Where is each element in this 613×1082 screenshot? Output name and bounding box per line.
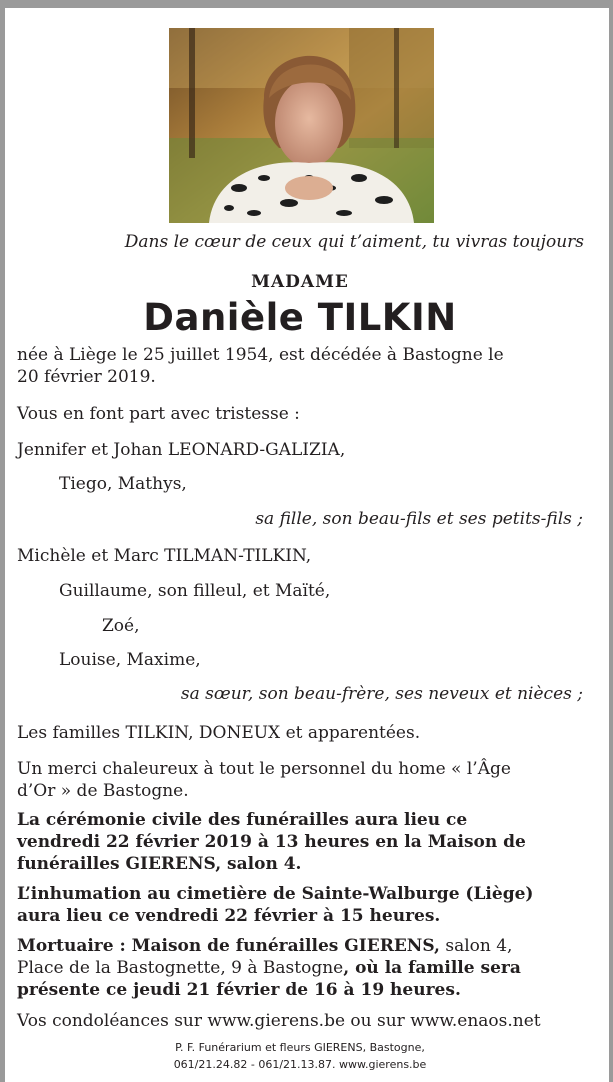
mortuary-line-1 <box>17 935 512 957</box>
ceremony-line-2: vendredi 22 février 2019 à 13 heures en la Maison de <box>17 832 526 852</box>
epitaph: Dans le cœur de ceux qui t’aiment, tu vivras toujours <box>124 232 584 252</box>
birth-line-2: 20 février 2019. <box>17 367 156 387</box>
mortuary-bold-1: Mortuaire : Maison de funérailles GIERENS, <box>17 936 440 956</box>
family-1-relation: sa fille, son beau-fils et ses petits-fils ; <box>255 509 583 529</box>
family-1-children: Tiego, Mathys, <box>59 474 187 494</box>
family-2-line-3: Louise, Maxime, <box>59 650 201 670</box>
birth-line-1: née à Liège le 25 juillet 1954, est décédée à Bastogne le <box>17 345 504 365</box>
deceased-name: Danièle TILKIN <box>143 296 457 339</box>
mortuary-line-3: présente ce jeudi 21 février de 16 à 19 heures. <box>17 980 461 1000</box>
burial-line-1: L’inhumation au cimetière de Sainte-Walburge (Liège) <box>17 884 534 904</box>
family-2-main: Michèle et Marc TILMAN-TILKIN, <box>17 546 312 566</box>
footer-line-1: P. F. Funérarium et fleurs GIERENS, Bastogne, <box>175 1041 425 1054</box>
mortuary-normal-2: Place de la Bastognette, 9 à Bastogne <box>17 958 344 978</box>
condolences-text: Vos condoléances sur www.gierens.be ou sur www.enaos.net <box>17 1011 541 1031</box>
family-1-main: Jennifer et Johan LEONARD-GALIZIA, <box>17 440 346 460</box>
footer-line-2: 061/21.24.82 - 061/21.13.87. www.gierens.be <box>173 1058 427 1071</box>
family-2-relation: sa sœur, son beau-frère, ses neveux et nièces ; <box>180 684 583 704</box>
ceremony-line-3: funérailles GIERENS, salon 4. <box>17 854 302 874</box>
families-text: Les familles TILKIN, DONEUX et apparentées. <box>17 723 421 743</box>
honorific-title: MADAME <box>251 272 349 292</box>
portrait-photo <box>169 28 434 223</box>
thanks-line-2: d’Or » de Bastogne. <box>17 781 189 801</box>
ceremony-line-1: La cérémonie civile des funérailles aura lieu ce <box>17 810 468 830</box>
family-2-line-2: Zoé, <box>102 616 140 636</box>
mortuary-normal-1: salon 4, <box>439 936 513 956</box>
family-2-line-1: Guillaume, son filleul, et Maïté, <box>59 581 331 601</box>
burial-line-2: aura lieu ce vendredi 22 février à 15 heures. <box>17 906 441 926</box>
thanks-line-1: Un merci chaleureux à tout le personnel du home « l’Âge <box>17 759 511 779</box>
mortuary-bold-2: , où la famille sera <box>343 958 521 978</box>
intro-text: Vous en font part avec tristesse : <box>17 404 300 424</box>
mortuary-line-2 <box>17 957 521 979</box>
